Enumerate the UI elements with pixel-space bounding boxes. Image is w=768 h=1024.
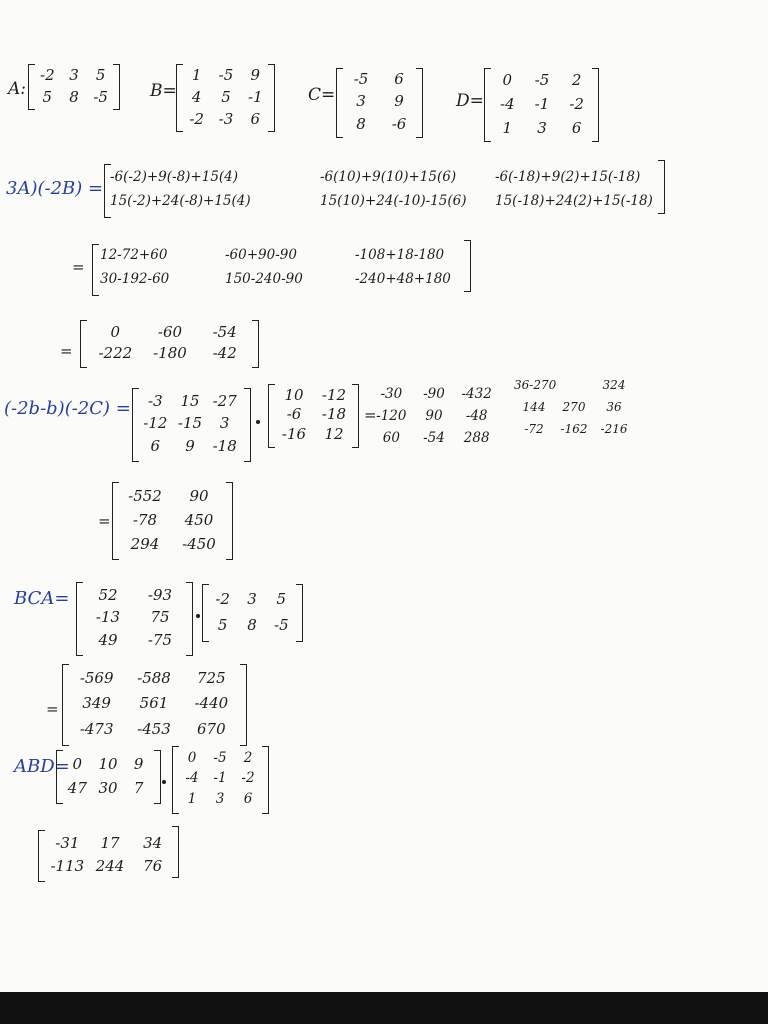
cell: 36-270 [514, 378, 557, 392]
equals-sign: = [46, 700, 59, 718]
cell: -216 [600, 422, 628, 436]
bracket [464, 240, 471, 292]
bracket [113, 64, 120, 110]
label-d: D= [456, 91, 484, 111]
multiply-dot [162, 780, 166, 784]
result-matrix-1 [88, 322, 252, 364]
bracket [92, 244, 99, 296]
cell: 2 [571, 70, 582, 89]
cell: 15 [180, 391, 200, 410]
cell: -4 [500, 94, 515, 113]
cell: -48 [465, 408, 488, 425]
cell: 8 [356, 115, 366, 134]
cell: 670 [197, 719, 226, 738]
cell: 9 [250, 65, 261, 84]
cell: 52 [98, 585, 118, 604]
cell: 6 [250, 109, 261, 128]
cell: -108+18-180 [355, 247, 445, 264]
label-c: C= [308, 85, 336, 105]
matrix-right-4 [178, 748, 262, 810]
problem-3-label: BCA= [14, 588, 70, 609]
cell: 3 [537, 118, 547, 137]
cell: -60+90-90 [225, 247, 297, 264]
cell: -18 [212, 437, 237, 456]
cell: -113 [50, 857, 85, 875]
cell: -453 [137, 719, 171, 738]
matrix-right-2 [274, 386, 354, 444]
cell: 294 [130, 534, 160, 553]
cell: -450 [182, 534, 216, 553]
cell: 3 [219, 414, 230, 433]
cell: -5 [218, 65, 234, 84]
cell: -75 [147, 631, 173, 650]
cell: 6 [394, 69, 404, 88]
scanner-edge-bar [0, 992, 768, 1024]
cell: 15(-2)+24(-8)+15(4) [110, 193, 251, 210]
result-matrix-2 [118, 484, 226, 556]
cell: 2 [243, 749, 253, 766]
matrix-b [182, 64, 270, 130]
cell: 6 [571, 118, 582, 137]
cell: -3 [148, 391, 163, 410]
multiply-dot [256, 420, 260, 424]
cell: -2 [569, 94, 584, 113]
cell: 8 [69, 87, 79, 106]
cell: 450 [184, 510, 214, 529]
cell: 0 [502, 70, 513, 89]
bracket [38, 830, 45, 882]
result-matrix-3 [68, 666, 240, 742]
cell: -5 [534, 70, 550, 89]
problem-4-label: ABD= [14, 756, 70, 777]
matrix-left-3 [82, 584, 186, 652]
cell: 1 [502, 118, 513, 137]
cell: -12 [321, 386, 347, 405]
cell: 3 [247, 589, 257, 608]
cell: 47 [67, 778, 87, 797]
cell: -30 [380, 386, 403, 403]
cell: 725 [197, 669, 226, 688]
cell: -588 [137, 669, 171, 688]
bracket [186, 582, 193, 656]
cell: 0 [110, 323, 121, 341]
cell: 5 [95, 65, 106, 84]
cell: -1 [248, 87, 263, 106]
cell: 5 [217, 615, 228, 634]
side-work-2 [514, 374, 634, 440]
problem-1-label: 3A)(-2B) = [6, 178, 104, 199]
bracket [244, 388, 251, 462]
cell: 60 [382, 430, 400, 447]
cell: -2 [241, 770, 255, 787]
matrix-a [34, 64, 114, 108]
cell: -569 [79, 669, 114, 688]
cell: -93 [147, 585, 173, 604]
equals-sign: = [60, 342, 73, 360]
equals-sign: = [98, 512, 111, 530]
matrix-c [342, 68, 418, 136]
bracket [296, 584, 303, 642]
cell: -12 [143, 414, 168, 433]
cell: -54 [423, 430, 445, 447]
cell: -552 [128, 486, 162, 505]
bracket [226, 482, 233, 560]
cell: 6 [243, 790, 253, 807]
cell: -222 [98, 344, 133, 362]
cell: 30 [98, 778, 118, 797]
cell: 244 [95, 857, 125, 875]
cell: -4 [185, 770, 199, 787]
cell: 9 [133, 754, 144, 773]
cell: 10 [284, 386, 304, 405]
cell: 5 [42, 87, 53, 106]
cell: -162 [560, 422, 588, 436]
cell: 76 [143, 857, 163, 875]
cell: 349 [82, 694, 111, 713]
work-matrix-2 [370, 384, 498, 450]
cell: -78 [132, 510, 158, 529]
equals-sign: = [72, 258, 85, 276]
cell: -6(-2)+9(-8)+15(4) [110, 169, 239, 186]
cell: -42 [212, 344, 237, 362]
cell: -15 [177, 414, 203, 433]
cell: 3 [215, 790, 225, 807]
cell: -6 [391, 115, 407, 134]
cell: 3 [69, 65, 79, 84]
cell: 36 [606, 400, 622, 414]
cell: -13 [95, 608, 121, 627]
cell: -6 [286, 405, 302, 424]
cell: -5 [274, 615, 289, 634]
cell: -3 [218, 109, 234, 128]
label-a: A: [8, 79, 27, 99]
cell: 6 [150, 437, 161, 456]
cell: -1 [213, 770, 227, 787]
expansion-matrix [110, 166, 660, 214]
cell: -31 [55, 834, 80, 852]
matrix-left-2 [138, 390, 242, 458]
cell: 0 [72, 754, 83, 773]
cell: -5 [353, 69, 369, 88]
bracket [352, 384, 359, 448]
cell: 270 [562, 400, 586, 414]
bracket [268, 64, 275, 132]
cell: 150-240-90 [225, 271, 303, 288]
cell: 561 [139, 694, 169, 713]
cell: 5 [221, 87, 231, 106]
cell: -90 [423, 386, 445, 403]
cell: 34 [143, 834, 163, 852]
multiply-dot [196, 614, 200, 618]
matrix-left-4 [62, 752, 154, 800]
cell: 49 [98, 631, 118, 650]
bracket [252, 320, 259, 368]
cell: -432 [461, 386, 492, 403]
cell: -2 [189, 109, 204, 128]
cell: 75 [150, 608, 170, 627]
step-matrix [100, 244, 470, 292]
cell: -72 [524, 422, 544, 436]
cell: 10 [98, 754, 118, 773]
cell: -180 [153, 344, 187, 362]
bracket [658, 160, 665, 214]
matrix-d [490, 68, 594, 140]
cell: -16 [281, 424, 307, 443]
cell: -5 [213, 749, 227, 766]
cell: -120 [376, 408, 407, 425]
cell: -1 [534, 94, 550, 113]
cell: 17 [100, 834, 120, 852]
cell: 1 [191, 65, 202, 84]
cell: 5 [276, 589, 287, 608]
cell: 9 [185, 437, 195, 456]
cell: -54 [212, 323, 237, 341]
cell: 12 [324, 424, 344, 443]
cell: -27 [212, 391, 237, 410]
cell: 9 [394, 92, 404, 111]
result-matrix-4 [46, 832, 174, 878]
cell: 1 [187, 790, 197, 807]
bracket [172, 826, 179, 878]
bracket [592, 68, 599, 142]
cell: 15(-18)+24(2)+15(-18) [495, 193, 653, 210]
cell: 324 [602, 378, 626, 392]
bracket [240, 664, 247, 746]
cell: 0 [187, 749, 197, 766]
cell: 90 [189, 486, 209, 505]
cell: -60 [157, 323, 183, 341]
cell: 288 [463, 430, 490, 447]
equals-sign: = [364, 406, 377, 424]
matrix-right-3 [208, 586, 296, 638]
bracket [154, 750, 161, 804]
cell: 8 [247, 615, 257, 634]
cell: 12-72+60 [100, 247, 168, 264]
bracket [262, 746, 269, 814]
cell: -6(-18)+9(2)+15(-18) [495, 169, 641, 186]
cell: -2 [40, 65, 55, 84]
label-b: B= [150, 81, 177, 101]
cell: 30-192-60 [100, 271, 170, 288]
problem-2-label: (-2b-b)(-2C) = [4, 398, 131, 419]
cell: 4 [191, 87, 202, 106]
cell: -2 [215, 589, 230, 608]
cell: -240+48+180 [355, 271, 451, 288]
bracket [80, 320, 87, 368]
cell: -473 [79, 719, 114, 738]
cell: -440 [194, 694, 229, 713]
cell: -18 [321, 405, 347, 424]
cell: 90 [425, 408, 443, 425]
cell: 15(10)+24(-10)-15(6) [320, 193, 467, 210]
cell: -6(10)+9(10)+15(6) [320, 169, 457, 186]
cell: -5 [93, 87, 108, 106]
bracket [416, 68, 423, 138]
cell: 7 [133, 778, 144, 797]
cell: 3 [356, 92, 366, 111]
cell: 144 [522, 400, 546, 414]
